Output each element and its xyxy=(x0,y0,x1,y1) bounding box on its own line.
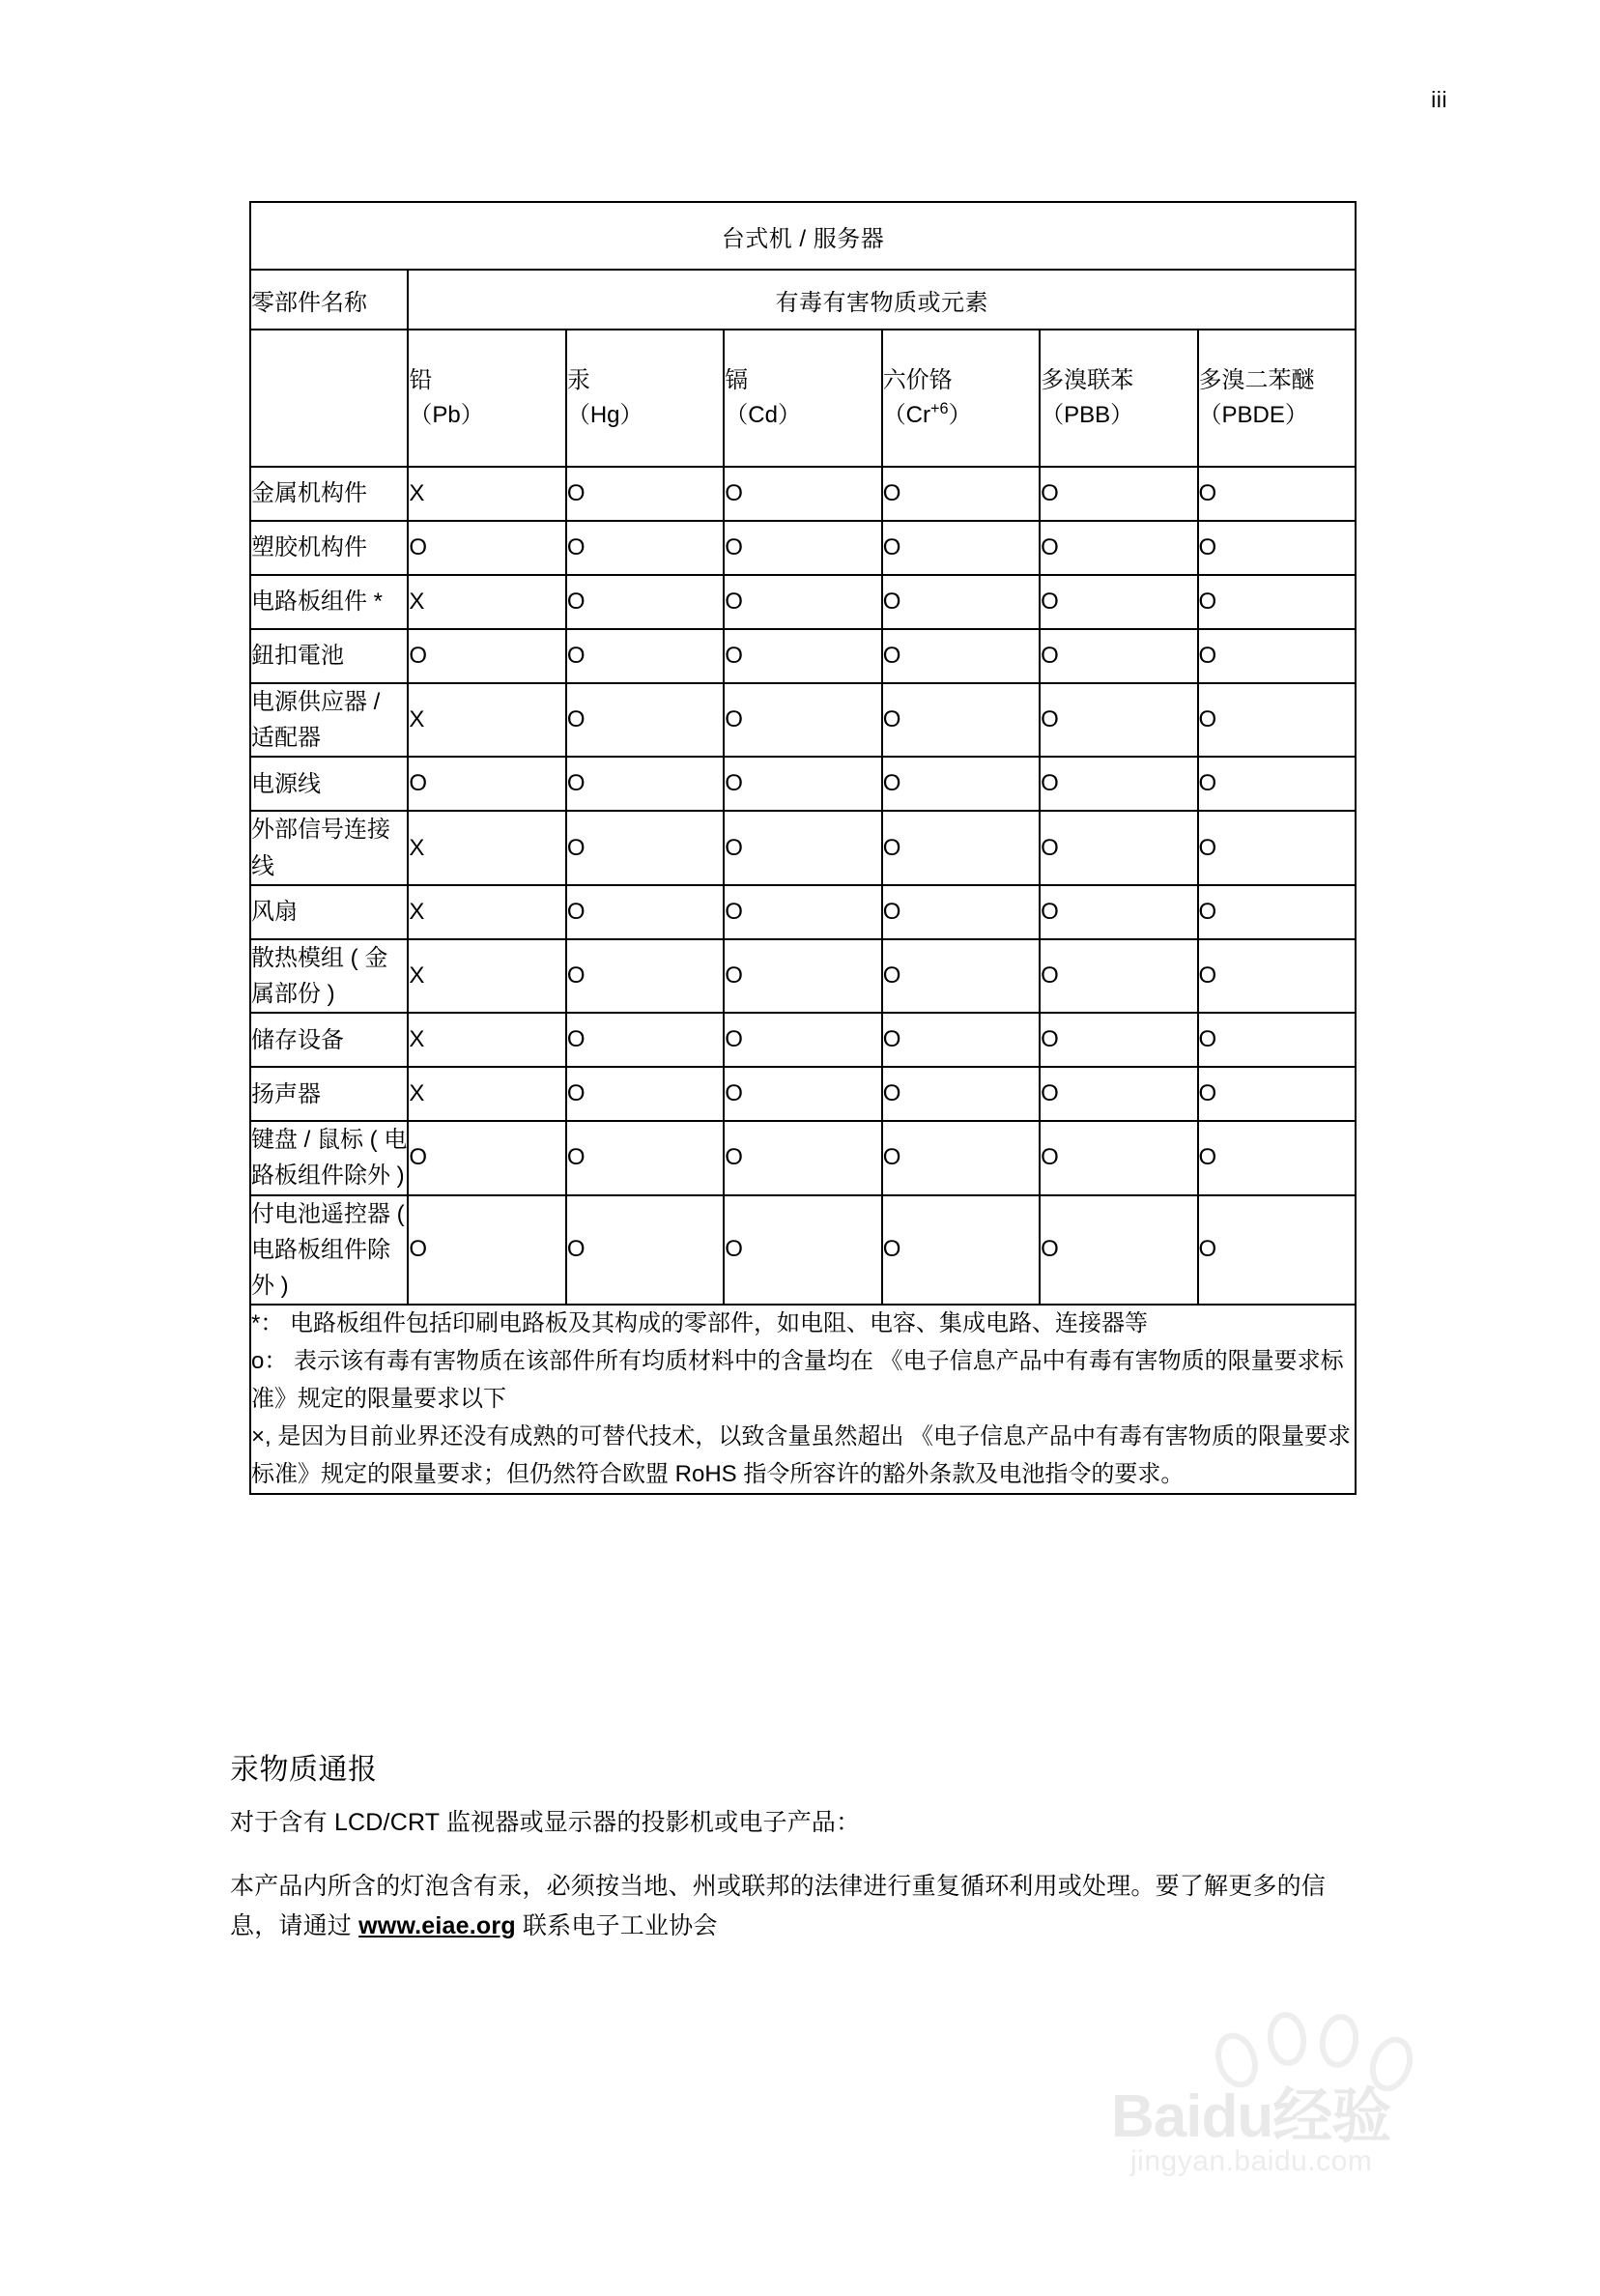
value-cr6: O xyxy=(882,1067,1040,1121)
value-cr6: O xyxy=(882,939,1040,1013)
value-pb: O xyxy=(408,757,565,811)
value-pbde: O xyxy=(1198,1013,1356,1067)
element-header-pbde xyxy=(1198,330,1356,467)
element-header-pb xyxy=(408,330,565,467)
part-name: 电源线 xyxy=(250,757,408,811)
mercury-paragraph-2-after: 联系电子工业协会 xyxy=(515,1911,718,1939)
part-name: 电源供应器 / 适配器 xyxy=(250,683,408,757)
value-pb: X xyxy=(408,885,565,939)
value-hg: O xyxy=(566,757,724,811)
table-row xyxy=(250,885,1356,939)
mercury-paragraph-2 xyxy=(230,1867,1358,1945)
part-name: 键盘 / 鼠标 ( 电路板组件除外 ) xyxy=(250,1121,408,1194)
element-name-cr6: 六价铬 xyxy=(882,367,953,393)
value-hg: O xyxy=(566,683,724,757)
table-notes xyxy=(250,1305,1356,1494)
value-pbb: O xyxy=(1040,575,1197,629)
value-pb: O xyxy=(408,1195,565,1306)
value-pbb: O xyxy=(1040,939,1197,1013)
value-cr6: O xyxy=(882,757,1040,811)
element-symbol-pbde: （PBDE） xyxy=(1198,402,1308,428)
value-pbb: O xyxy=(1040,629,1197,683)
element-symbol-pb: （Pb） xyxy=(409,402,484,428)
part-name: 风扇 xyxy=(250,885,408,939)
page-number: iii xyxy=(1431,87,1447,112)
element-header-cd xyxy=(724,330,881,467)
substances-header: 有毒有害物质或元素 xyxy=(408,270,1356,330)
value-cd: O xyxy=(724,521,881,575)
rohs-substance-table xyxy=(249,201,1357,1495)
table-title: 台式机 / 服务器 xyxy=(250,202,1356,270)
value-pbb: O xyxy=(1040,757,1197,811)
element-header-pbb xyxy=(1040,330,1197,467)
value-hg: O xyxy=(566,629,724,683)
part-name: 金属机构件 xyxy=(250,467,408,521)
element-symbol-hg: （Hg） xyxy=(566,402,643,428)
part-name: 电路板组件 * xyxy=(250,575,408,629)
value-pb: X xyxy=(408,683,565,757)
value-hg: O xyxy=(566,1195,724,1306)
value-pbde: O xyxy=(1198,885,1356,939)
value-pb: X xyxy=(408,467,565,521)
value-hg: O xyxy=(566,811,724,884)
part-name: 付电池遥控器 ( 电路板组件除外 ) xyxy=(250,1195,408,1306)
value-pbb: O xyxy=(1040,885,1197,939)
value-pbb: O xyxy=(1040,521,1197,575)
part-name: 储存设备 xyxy=(250,1013,408,1067)
value-hg: O xyxy=(566,1067,724,1121)
value-cd: O xyxy=(724,629,881,683)
value-pb: O xyxy=(408,521,565,575)
element-symbol-cr6: $(Cr^{+6})$ xyxy=(882,400,972,428)
value-cd: O xyxy=(724,1067,881,1121)
value-cd: O xyxy=(724,1013,881,1067)
value-cr6: O xyxy=(882,521,1040,575)
value-pbde: O xyxy=(1198,939,1356,1013)
table-row xyxy=(250,1013,1356,1067)
value-cr6: O xyxy=(882,1013,1040,1067)
baidu-watermark xyxy=(1101,2010,1507,2232)
value-pbb: O xyxy=(1040,1013,1197,1067)
table-row xyxy=(250,1195,1356,1306)
element-name-cd: 镉 xyxy=(725,367,749,393)
element-name-pbb: 多溴联苯 xyxy=(1041,367,1134,393)
value-pb: X xyxy=(408,1067,565,1121)
table-row xyxy=(250,757,1356,811)
value-cd: O xyxy=(724,683,881,757)
element-name-pbde: 多溴二苯醚 xyxy=(1198,367,1315,393)
value-hg: O xyxy=(566,467,724,521)
table-row xyxy=(250,467,1356,521)
value-pbde: O xyxy=(1198,683,1356,757)
element-header-row xyxy=(250,330,1356,467)
value-pbb: O xyxy=(1040,811,1197,884)
mercury-paragraph-1: 对于含有 LCD/CRT 监视器或显示器的投影机或电子产品： xyxy=(230,1809,861,1836)
value-pbb: O xyxy=(1040,683,1197,757)
part-name: 塑胶机构件 xyxy=(250,521,408,575)
table-row xyxy=(250,1067,1356,1121)
value-hg: O xyxy=(566,1121,724,1194)
note-o: o： 表示该有毒有害物质在该部件所有均质材料中的含量均在 《电子信息产品中有毒有害物质的限量要求标准》规定的限量要求以下 xyxy=(251,1347,1344,1412)
value-cd: O xyxy=(724,1195,881,1306)
value-pb: O xyxy=(408,1121,565,1194)
watermark-brand: Baidu经验 xyxy=(1111,2083,1391,2150)
table-notes-row xyxy=(250,1305,1356,1494)
value-pb: X xyxy=(408,575,565,629)
empty-corner-cell xyxy=(250,330,408,467)
value-hg: O xyxy=(566,521,724,575)
part-name: 散热模组 ( 金属部份 ) xyxy=(250,939,408,1013)
table-row xyxy=(250,1121,1356,1194)
value-hg: O xyxy=(566,1013,724,1067)
value-pbde: O xyxy=(1198,629,1356,683)
table-title-row xyxy=(250,202,1356,270)
value-cr6: O xyxy=(882,885,1040,939)
element-header-hg xyxy=(566,330,724,467)
eiae-link[interactable]: www.eiae.org xyxy=(358,1911,516,1939)
element-symbol-cd: （Cd） xyxy=(725,402,801,428)
value-cr6: O xyxy=(882,1195,1040,1306)
value-cr6: O xyxy=(882,683,1040,757)
table-row xyxy=(250,683,1356,757)
value-pbde: O xyxy=(1198,1121,1356,1194)
value-hg: O xyxy=(566,885,724,939)
value-cd: O xyxy=(724,467,881,521)
table-row xyxy=(250,521,1356,575)
part-name: 鈕扣電池 xyxy=(250,629,408,683)
value-pb: X xyxy=(408,939,565,1013)
note-asterisk: *： 电路板组件包括印刷电路板及其构成的零部件，如电阻、电容、集成电路、连接器等 xyxy=(251,1310,1149,1337)
value-cr6: O xyxy=(882,575,1040,629)
part-name: 扬声器 xyxy=(250,1067,408,1121)
value-pbde: O xyxy=(1198,757,1356,811)
value-pbb: O xyxy=(1040,1067,1197,1121)
value-hg: O xyxy=(566,939,724,1013)
element-header-cr6 xyxy=(882,330,1040,467)
part-name-header: 零部件名称 xyxy=(250,270,408,330)
watermark-url: jingyan.baidu.com xyxy=(1130,2145,1373,2177)
value-cr6: O xyxy=(882,629,1040,683)
value-pbde: O xyxy=(1198,811,1356,884)
table-row xyxy=(250,811,1356,884)
mercury-paragraph-2-before: 本产品内所含的灯泡含有汞，必须按当地、州或联邦的法律进行重复循环利用或处理。要了解更多的信息，请通过 xyxy=(230,1873,1327,1939)
element-name-hg: 汞 xyxy=(566,367,590,393)
value-hg: O xyxy=(566,575,724,629)
value-cd: O xyxy=(724,757,881,811)
value-cr6: O xyxy=(882,1121,1040,1194)
value-pb: X xyxy=(408,811,565,884)
value-pbde: O xyxy=(1198,467,1356,521)
value-pb: X xyxy=(408,1013,565,1067)
value-cd: O xyxy=(724,811,881,884)
value-cd: O xyxy=(724,575,881,629)
table-row xyxy=(250,629,1356,683)
table-row xyxy=(250,939,1356,1013)
value-pbde: O xyxy=(1198,1195,1356,1306)
element-name-pb: 铅 xyxy=(409,367,433,393)
value-cd: O xyxy=(724,885,881,939)
element-symbol-pbb: （PBB） xyxy=(1041,402,1134,428)
value-pbde: O xyxy=(1198,521,1356,575)
value-pbb: O xyxy=(1040,1121,1197,1194)
value-cd: O xyxy=(724,1121,881,1194)
value-cr6: O xyxy=(882,467,1040,521)
value-cr6: O xyxy=(882,811,1040,884)
value-pbb: O xyxy=(1040,467,1197,521)
value-pbb: O xyxy=(1040,1195,1197,1306)
note-x: ×, 是因为目前业界还没有成熟的可替代技术，以致含量虽然超出 《电子信息产品中有毒有害物质的限量要求标准》规定的限量要求；但仍然符合欧盟 RoHS 指令所容许的豁外条款及电池指令的要求。 xyxy=(251,1422,1352,1487)
value-pbde: O xyxy=(1198,1067,1356,1121)
part-name: 外部信号连接线 xyxy=(250,811,408,884)
table-row xyxy=(250,575,1356,629)
paw-print-icon xyxy=(1198,2010,1449,2126)
value-cd: O xyxy=(724,939,881,1013)
mercury-section-heading: 汞物质通报 xyxy=(230,1754,378,1786)
value-pbde: O xyxy=(1198,575,1356,629)
table-header-row xyxy=(250,270,1356,330)
value-pb: O xyxy=(408,629,565,683)
